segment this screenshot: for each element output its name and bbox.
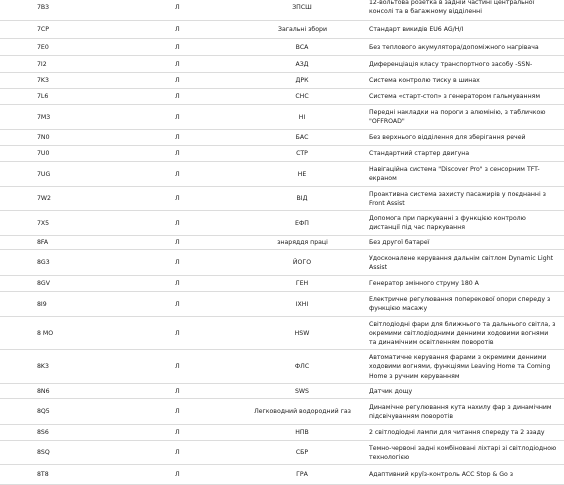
group-cell: Легководний водородний газ (254, 408, 351, 416)
code-cell: 7L6 (37, 93, 49, 101)
abbr-cell: БАС (295, 134, 309, 142)
abbr-cell: НПВ (295, 429, 309, 437)
code-cell: 7M3 (37, 113, 51, 121)
table-row (0, 399, 564, 425)
table-row (0, 0, 564, 21)
description-cell: Проактивна система захисту пасажирів у поєднанні з Front Assist (369, 190, 546, 207)
abbr-cell: ЗПСШ (292, 3, 312, 11)
code-cell: 8FA (37, 239, 49, 247)
abbr-cell: АЗД (295, 60, 309, 68)
flag-cell: Л (175, 259, 180, 267)
description-cell: Без верхнього відділення для зберігання речей (369, 134, 526, 142)
description-cell: Датчик дощу (369, 387, 413, 395)
description-cell: Без теплового акумулятора/допоміжного нагрівача (369, 43, 539, 51)
description-cell: Стандарт викидів EU6 AG/H/I (369, 26, 464, 34)
code-cell: 7I2 (37, 60, 47, 68)
abbr-cell: SWS (295, 387, 309, 395)
abbr-cell: ЕФП (295, 219, 309, 227)
group-cell: знаряддя праці (277, 239, 328, 247)
description-cell: Удосконалене керування дальнім світлом Dynamic Light Assist (369, 254, 554, 271)
description-cell: Темно-червоні задні комбіновані ліхтарі зі світлодіодною технологією (369, 444, 557, 461)
code-cell: 8I9 (37, 300, 47, 308)
group-cell: Загальні збори (278, 26, 327, 34)
abbr-cell: ВСА (295, 43, 309, 51)
table-row (0, 187, 564, 211)
code-cell: 8Q5 (37, 408, 50, 416)
abbr-cell: СТР (296, 150, 308, 158)
code-cell: 7X5 (37, 219, 50, 227)
abbr-cell: ФЛС (294, 363, 310, 371)
table-row (0, 89, 564, 105)
description-cell: Електричне регулювання поперекової опори спереду з функцією масажу (369, 296, 551, 313)
flag-cell: Л (175, 150, 180, 158)
flag-cell: Л (175, 93, 180, 101)
flag-cell: Л (175, 77, 180, 85)
description-cell: Допомога при паркуванні з функцією контролю дистанції під час паркування (369, 215, 526, 232)
abbr-cell: ГРА (296, 471, 308, 479)
code-cell: 8T8 (37, 471, 49, 479)
abbr-cell: СНС (295, 93, 309, 101)
description-cell: Навігаційна система "Discover Pro" з сенсорним TFT-екраном (369, 166, 540, 183)
flag-cell: Л (175, 43, 180, 51)
flag-cell: Л (175, 134, 180, 142)
flag-cell: Л (175, 300, 180, 308)
flag-cell: Л (175, 449, 180, 457)
description-cell: 12-вольтова розетка в задній частині центральної консолі та в багажному відділенні (369, 0, 535, 16)
table-row (0, 130, 564, 146)
table-row (0, 236, 564, 250)
description-cell: Світлодіодні фари для ближнього та дальнього світла, з окремими світлодіодними денними ходовими вогнями та динамічним освітленням поворотів (369, 320, 556, 347)
table-row (0, 211, 564, 236)
flag-cell: Л (175, 113, 180, 121)
flag-cell: Л (175, 429, 180, 437)
table-row (0, 146, 564, 162)
flag-cell: Л (175, 60, 180, 68)
flag-cell: Л (175, 408, 180, 416)
description-cell: Автоматичне керування фарами з окремими денними ходовими вогнями, функціями Leaving Home та Coming Home з ручним керуванням (369, 354, 551, 380)
description-cell: Адаптивний круїз-контроль ACC Stop & Go з (369, 471, 514, 479)
code-cell: 7W2 (37, 195, 51, 203)
table-row (0, 441, 564, 465)
flag-cell: Л (175, 280, 180, 288)
table-row (0, 162, 564, 187)
flag-cell: Л (175, 3, 180, 11)
flag-cell: Л (175, 219, 180, 227)
description-cell: 2 світлодіодні лампи для читання спереду та 2 ззаду (369, 429, 545, 437)
code-cell: 8GV (37, 280, 50, 288)
code-cell: 8SQ (37, 449, 50, 457)
code-cell: 8N6 (37, 387, 50, 395)
flag-cell: Л (175, 195, 180, 203)
description-cell: Без другої батареї (369, 239, 430, 247)
flag-cell: Л (175, 471, 180, 479)
code-cell: 7CP (37, 26, 49, 34)
abbr-cell: ВІД (296, 195, 308, 203)
flag-cell: Л (175, 170, 180, 178)
table-row (0, 350, 564, 384)
description-cell: Стандартний стартер двигуна (369, 150, 470, 158)
flag-cell: Л (175, 26, 180, 34)
code-cell: 8G3 (37, 259, 50, 267)
abbr-cell: ДРК (295, 77, 309, 85)
abbr-cell: ІХНІ (295, 300, 309, 308)
code-cell: 7N0 (37, 134, 50, 142)
description-cell: Передні накладки на пороги з алюмінію, з табличкою "OFFROAD" (369, 109, 546, 126)
table-row (0, 21, 564, 39)
table-row (0, 292, 564, 317)
code-cell: 8 МО (37, 329, 54, 337)
flag-cell: Л (175, 329, 180, 337)
table-row (0, 425, 564, 441)
code-cell: 8K3 (37, 363, 49, 371)
flag-cell: Л (175, 239, 180, 247)
table-row (0, 56, 564, 73)
description-cell: Динамічне регулювання кута нахилу фар з динамічним підсвічуванням поворотів (369, 403, 552, 420)
abbr-cell: ЙОГО (292, 259, 312, 267)
abbr-cell: HSW (294, 329, 310, 337)
abbr-cell: ГЕН (295, 280, 309, 288)
table-row (0, 317, 564, 350)
table-row (0, 276, 564, 292)
description-cell: Система контролю тиску в шинах (369, 77, 480, 85)
code-cell: 7E0 (37, 43, 49, 51)
abbr-cell: НЕ (297, 170, 307, 178)
description-cell: Система «старт-стоп» з генератором гальмуванням (369, 93, 541, 101)
table-row (0, 73, 564, 89)
table-row (0, 105, 564, 130)
abbr-cell: НІ (298, 113, 306, 121)
code-cell: 8S6 (37, 429, 49, 437)
flag-cell: Л (175, 363, 180, 371)
description-cell: Генератор змінного струму 180 А (369, 280, 479, 288)
code-cell: 7U0 (37, 150, 50, 158)
table-row (0, 384, 564, 399)
table-row (0, 250, 564, 276)
table-row (0, 465, 564, 485)
description-cell: Диференціація класу транспортного засобу -SSN- (369, 60, 533, 68)
code-cell: 7B3 (37, 3, 50, 11)
table-row (0, 39, 564, 56)
abbr-cell: СБР (295, 449, 309, 457)
flag-cell: Л (175, 387, 180, 395)
code-cell: 7UG (37, 170, 51, 178)
code-cell: 7K3 (37, 77, 49, 85)
